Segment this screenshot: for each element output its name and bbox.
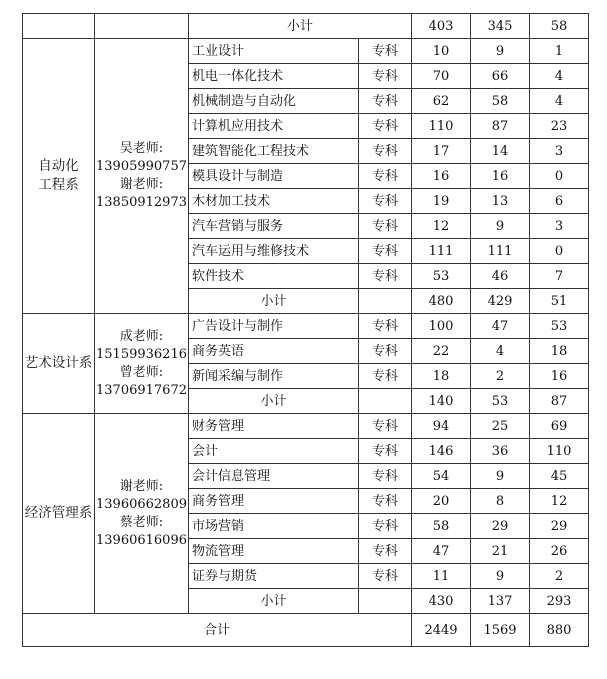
contact-name: 谢老师: [119, 177, 164, 192]
table-row [23, 414, 589, 439]
remaining-count: 53 [530, 314, 589, 339]
major-name: 商务管理 [189, 489, 359, 514]
reported-count: 36 [471, 439, 530, 464]
major-level: 专科 [359, 314, 412, 339]
major-name: 汽车运用与维修技术 [189, 239, 359, 264]
contact-phone: 13960662809 [96, 496, 187, 512]
major-name: 机电一体化技术 [189, 64, 359, 89]
subtotal-reported: 429 [471, 289, 530, 314]
grand-total-remaining: 880 [530, 614, 589, 647]
remaining-count: 110 [530, 439, 589, 464]
major-level: 专科 [359, 89, 412, 114]
major-name: 市场营销 [189, 514, 359, 539]
enrolled-count: 16 [412, 164, 471, 189]
subtotal-remaining: 51 [530, 289, 589, 314]
reported-count: 25 [471, 414, 530, 439]
reported-count: 87 [471, 114, 530, 139]
enrolled-count: 12 [412, 214, 471, 239]
remaining-count: 45 [530, 464, 589, 489]
department-name-line: 自动化 [38, 158, 79, 174]
contact-name: 曾老师: [119, 364, 164, 380]
remaining-count: 29 [530, 514, 589, 539]
contact-cell [95, 414, 189, 614]
major-level: 专科 [359, 439, 412, 464]
enrolled-count: 11 [412, 564, 471, 589]
major-level: 专科 [359, 114, 412, 139]
remaining-count: 23 [530, 114, 589, 139]
subtotal-remaining: 87 [530, 389, 589, 414]
major-name: 会计信息管理 [189, 464, 359, 489]
grand-total-reported: 1569 [471, 614, 530, 647]
enrolled-count: 10 [412, 39, 471, 64]
grand-total-row [23, 614, 589, 647]
major-name: 木材加工技术 [189, 189, 359, 214]
enrolled-count: 19 [412, 189, 471, 214]
major-name: 汽车营销与服务 [189, 214, 359, 239]
department-name-line: 艺术设计系 [24, 355, 93, 371]
reported-count: 2 [471, 364, 530, 389]
remaining-count: 7 [530, 264, 589, 289]
major-name: 工业设计 [189, 39, 359, 64]
enrolled-count: 62 [412, 89, 471, 114]
reported-count: 46 [471, 264, 530, 289]
remaining-count: 69 [530, 414, 589, 439]
enrolled-count: 110 [412, 114, 471, 139]
subtotal-enrolled: 430 [412, 589, 471, 614]
major-level: 专科 [359, 464, 412, 489]
reported-count: 47 [471, 314, 530, 339]
reported-count: 58 [471, 89, 530, 114]
reported-count: 9 [471, 564, 530, 589]
contact-phone: 13850912973 [96, 195, 187, 210]
enrolled-count: 111 [412, 239, 471, 264]
top-subtotal-reported: 345 [471, 14, 530, 39]
reported-count: 8 [471, 489, 530, 514]
top-subtotal-row [23, 14, 589, 39]
major-level: 专科 [359, 64, 412, 89]
reported-count: 66 [471, 64, 530, 89]
enrollment-table [22, 13, 589, 647]
top-subtotal-remaining: 58 [530, 14, 589, 39]
major-level: 专科 [359, 189, 412, 214]
major-name: 新闻采编与制作 [189, 364, 359, 389]
remaining-count: 6 [530, 189, 589, 214]
subtotal-blank-cell [359, 589, 412, 614]
contact-phone: 13706917672 [96, 382, 187, 398]
remaining-count: 26 [530, 539, 589, 564]
department-name-line: 工程系 [38, 177, 79, 193]
major-name: 计算机应用技术 [189, 114, 359, 139]
enrolled-count: 18 [412, 364, 471, 389]
enrolled-count: 100 [412, 314, 471, 339]
enrolled-count: 94 [412, 414, 471, 439]
department-name-cell [23, 314, 95, 414]
contact-phone: 15159936216 [96, 346, 187, 362]
major-level: 专科 [359, 564, 412, 589]
contact-phone: 13960616096 [96, 532, 187, 548]
department-name-line: 经济管理系 [24, 505, 93, 521]
subtotal-reported: 53 [471, 389, 530, 414]
major-name: 会计 [189, 439, 359, 464]
major-level: 专科 [359, 414, 412, 439]
contact-name: 吴老师: [119, 141, 164, 156]
enrolled-count: 54 [412, 464, 471, 489]
reported-count: 29 [471, 514, 530, 539]
enrolled-count: 22 [412, 339, 471, 364]
major-level: 专科 [359, 489, 412, 514]
major-level: 专科 [359, 214, 412, 239]
table-row [23, 314, 589, 339]
reported-count: 111 [471, 239, 530, 264]
reported-count: 9 [471, 464, 530, 489]
remaining-count: 2 [530, 564, 589, 589]
reported-count: 13 [471, 189, 530, 214]
reported-count: 16 [471, 164, 530, 189]
major-name: 软件技术 [189, 264, 359, 289]
reported-count: 4 [471, 339, 530, 364]
table-row [23, 39, 589, 64]
remaining-count: 0 [530, 164, 589, 189]
enrolled-count: 146 [412, 439, 471, 464]
major-name: 商务英语 [189, 339, 359, 364]
major-level: 专科 [359, 164, 412, 189]
table-body [23, 14, 589, 647]
remaining-count: 16 [530, 364, 589, 389]
contact-name: 成老师: [119, 328, 164, 344]
major-name: 模具设计与制造 [189, 164, 359, 189]
top-blank-cell-2 [95, 14, 189, 39]
reported-count: 21 [471, 539, 530, 564]
subtotal-label: 小计 [189, 589, 359, 614]
subtotal-label: 小计 [189, 289, 359, 314]
enrolled-count: 70 [412, 64, 471, 89]
subtotal-label: 小计 [189, 389, 359, 414]
subtotal-blank-cell [359, 389, 412, 414]
major-level: 专科 [359, 339, 412, 364]
enrolled-count: 20 [412, 489, 471, 514]
major-name: 广告设计与制作 [189, 314, 359, 339]
contact-cell [95, 314, 189, 414]
major-level: 专科 [359, 539, 412, 564]
top-subtotal-enrolled: 403 [412, 14, 471, 39]
remaining-count: 4 [530, 89, 589, 114]
remaining-count: 1 [530, 39, 589, 64]
reported-count: 9 [471, 214, 530, 239]
contact-name: 谢老师: [119, 478, 164, 494]
enrolled-count: 53 [412, 264, 471, 289]
grand-total-label: 合计 [23, 614, 412, 647]
enrolled-count: 58 [412, 514, 471, 539]
top-blank-cell-1 [23, 14, 95, 39]
major-name: 建筑智能化工程技术 [189, 139, 359, 164]
subtotal-blank-cell [359, 289, 412, 314]
enrolled-count: 17 [412, 139, 471, 164]
subtotal-enrolled: 480 [412, 289, 471, 314]
major-level: 专科 [359, 39, 412, 64]
department-name-cell [23, 414, 95, 614]
remaining-count: 3 [530, 214, 589, 239]
remaining-count: 18 [530, 339, 589, 364]
subtotal-remaining: 293 [530, 589, 589, 614]
reported-count: 14 [471, 139, 530, 164]
subtotal-reported: 137 [471, 589, 530, 614]
top-subtotal-label: 小计 [189, 14, 412, 39]
major-level: 专科 [359, 514, 412, 539]
contact-phone: 13905990757 [96, 159, 187, 174]
contact-cell [95, 39, 189, 314]
major-name: 财务管理 [189, 414, 359, 439]
enrolled-count: 47 [412, 539, 471, 564]
remaining-count: 12 [530, 489, 589, 514]
remaining-count: 0 [530, 239, 589, 264]
major-name: 物流管理 [189, 539, 359, 564]
major-level: 专科 [359, 264, 412, 289]
remaining-count: 4 [530, 64, 589, 89]
grand-total-enrolled: 2449 [412, 614, 471, 647]
department-name-cell [23, 39, 95, 314]
major-level: 专科 [359, 139, 412, 164]
major-level: 专科 [359, 239, 412, 264]
remaining-count: 3 [530, 139, 589, 164]
reported-count: 9 [471, 39, 530, 64]
subtotal-enrolled: 140 [412, 389, 471, 414]
major-name: 证券与期货 [189, 564, 359, 589]
major-level: 专科 [359, 364, 412, 389]
contact-name: 蔡老师: [119, 514, 164, 530]
major-name: 机械制造与自动化 [189, 89, 359, 114]
